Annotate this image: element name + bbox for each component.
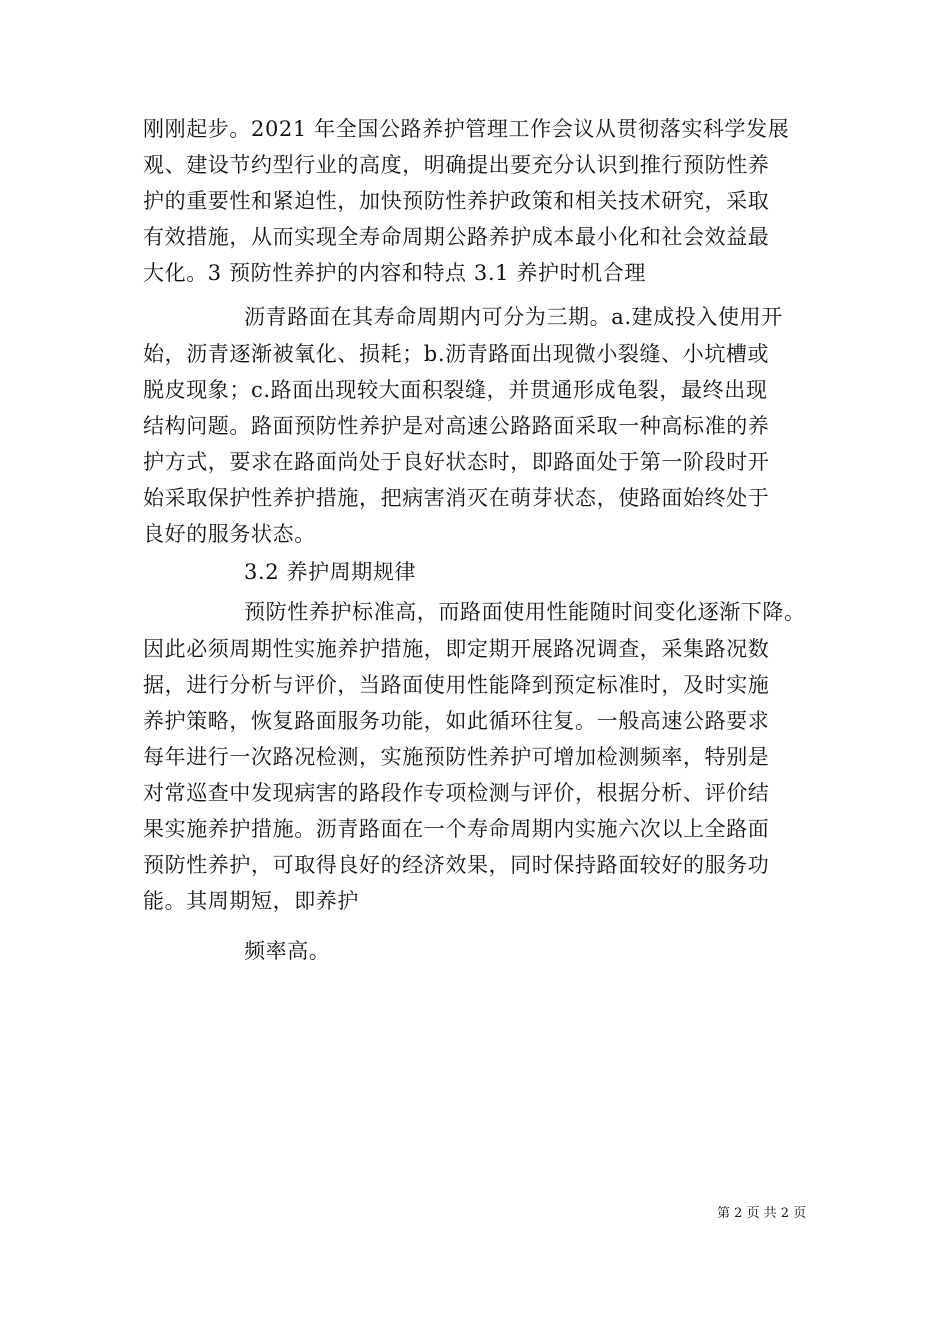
text-line: 据，进行分析与评价，当路面使用性能降到预定标准时，及时实施 xyxy=(143,673,770,697)
paragraph-first-line: 预防性养护标准高，而路面使用性能随时间变化逐渐下降。 xyxy=(244,600,806,624)
text-line: 能。其周期短，即养护 xyxy=(143,889,359,913)
text-line: 护的重要性和紧迫性，加快预防性养护政策和相关技术研究，采取 xyxy=(143,189,770,213)
text-line: 始采取保护性养护措施，把病害消灭在萌芽状态，使路面始终处于 xyxy=(143,486,770,510)
text-line: 观、建设节约型行业的高度，明确提出要充分认识到推行预防性养 xyxy=(143,153,770,177)
text-line: 每年进行一次路况检测，实施预防性养护可增加检测频率，特别是 xyxy=(143,745,770,769)
text-line: 大化。3 预防性养护的内容和特点 3.1 养护时机合理 xyxy=(143,261,646,285)
section-heading: 3.2 养护周期规律 xyxy=(244,560,417,584)
text-line: 养护策略，恢复路面服务功能，如此循环往复。一般高速公路要求 xyxy=(143,709,770,733)
paragraph-first-line: 沥青路面在其寿命周期内可分为三期。a.建成投入使用开 xyxy=(244,305,783,329)
text-line: 预防性养护，可取得良好的经济效果，同时保持路面较好的服务功 xyxy=(143,853,770,877)
page-footer: 第 2 页 共 2 页 xyxy=(717,1206,807,1221)
paragraph-first-line: 频率高。 xyxy=(244,939,331,963)
text-line: 脱皮现象；c.路面出现较大面积裂缝，并贯通形成龟裂，最终出现 xyxy=(143,378,768,402)
text-line: 结构问题。路面预防性养护是对高速公路路面采取一种高标准的养 xyxy=(143,414,770,438)
text-line: 果实施养护措施。沥青路面在一个寿命周期内实施六次以上全路面 xyxy=(143,817,770,841)
text-line: 护方式，要求在路面尚处于良好状态时，即路面处于第一阶段时开 xyxy=(143,450,770,474)
text-line: 良好的服务状态。 xyxy=(143,522,316,546)
text-line: 有效措施，从而实现全寿命周期公路养护成本最小化和社会效益最 xyxy=(143,225,770,249)
text-line: 刚刚起步。2021 年全国公路养护管理工作会议从贯彻落实科学发展 xyxy=(143,117,790,141)
text-line: 始，沥青逐渐被氧化、损耗；b.沥青路面出现微小裂缝、小坑槽或 xyxy=(143,342,770,366)
text-line: 对常巡查中发现病害的路段作专项检测与评价，根据分析、评价结 xyxy=(143,781,770,805)
text-line: 因此必须周期性实施养护措施，即定期开展路况调查，采集路况数 xyxy=(143,637,770,661)
